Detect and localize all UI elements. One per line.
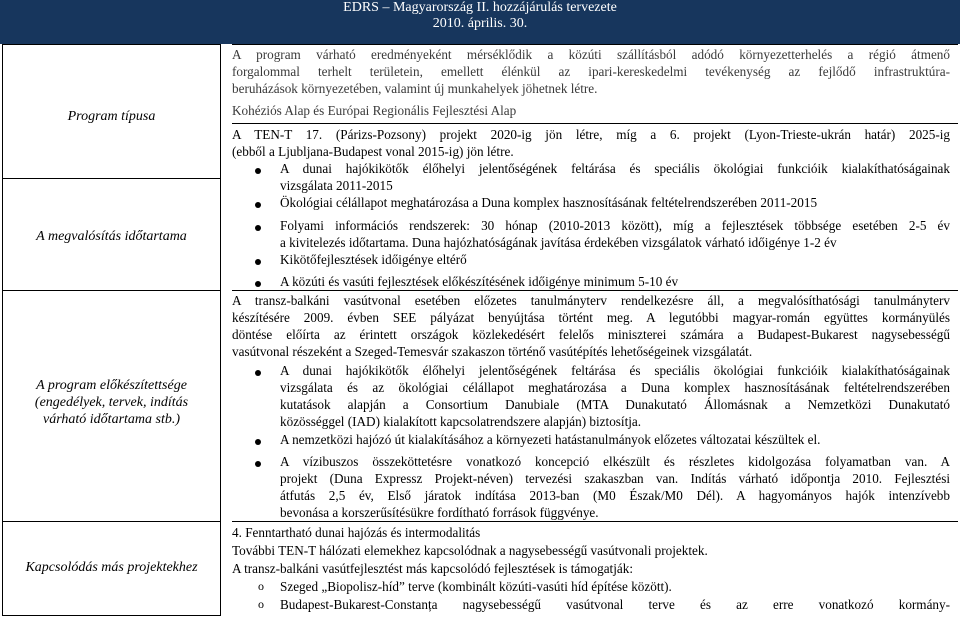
timing-bullet-line: vizsgálata 2011-2015 xyxy=(280,178,393,193)
prep-bullet-line: A vízibuszos összeköttetésre vonatkozó koncepció elkészült és részletes kidolgozása folyamatban van. A xyxy=(280,454,950,469)
timing-bullet-line: A dunai hajókikötők élőhelyi jelentőségének feltárása és speciális ökológiai funkcióik kialakíthatóságainak xyxy=(280,161,950,176)
timing-line: (ebből a Ljubljana-Budapest vonal 2015-ig) jön létre. xyxy=(232,144,514,159)
prep-line: döntése előírta az érintett országok közlekedésért felelős miniszterei számára a Budapest-Bukarest nagysebességű xyxy=(232,327,950,342)
links-bullet-line: Budapest-Bukarest-Constanța nagysebességű vasútvonal terve és az erre vonatkozó kormány- xyxy=(280,597,950,612)
label-preparation-1: A program előkészítettsége xyxy=(36,378,187,393)
label-timing: A megvalósítás időtartama xyxy=(36,229,187,244)
header-title: EDRS – Magyarország II. hozzájárulás tervezete xyxy=(343,0,617,15)
program-type-text: Kohéziós Alap és Európai Regionális Fejlesztési Alap xyxy=(232,103,517,118)
header-date: 2010. április. 30. xyxy=(432,16,528,31)
label-program-type: Program típusa xyxy=(67,109,156,124)
prep-line: készítésére 2009. évben SEE pályázat benyújtása történt meg. A legutóbbi magyar-román együttes kormányülés xyxy=(232,310,950,325)
timing-bullet-line: A közúti és vasúti fejlesztések előkészítésének időigénye minimum 5-10 év xyxy=(280,274,679,289)
circle-bullet-icon: o xyxy=(258,579,264,593)
prep-bullet-line: közösséggel (IAD) kialakított kapcsolatrendszere alapján) biztosítja. xyxy=(280,414,642,429)
circle-bullet-icon: o xyxy=(258,597,264,611)
prep-bullet-line: átfutás 2,5 év, Első járatok indítása 2013-ban (M0 Észak/M0 Dél). A hagyományos hajók intenzívebb xyxy=(280,488,950,503)
divider xyxy=(232,290,958,291)
prep-line: vasútvonal részeként a Szeged-Temesvár szakaszon történő vasútépítés lehetőségeinek vizsgálatát. xyxy=(232,344,753,359)
links-bullet-line: Szeged „Biopolisz-híd” terve (kombinált közúti-vasúti híd építése között). xyxy=(280,579,672,594)
prep-line: A transz-balkáni vasútvonal esetében előzetes tanulmányterv rendelkezésre áll, a megvalósíthatósági tanulmányterv xyxy=(232,293,950,308)
timing-line: A TEN-T 17. (Párizs-Pozsony) projekt 2020-ig jön létre, míg a 6. projekt (Lyon-Trieste-ukrán határ) 2025-ig xyxy=(232,127,950,142)
divider xyxy=(232,521,958,522)
divider xyxy=(3,178,220,179)
timing-bullet-line: Ökológiai célállapot meghatározása a Duna komplex hasznosításának feltételrendszerében 2011-2015 xyxy=(280,195,818,210)
bullet-icon xyxy=(255,439,261,445)
bullet-icon xyxy=(255,202,261,208)
label-column xyxy=(2,44,221,616)
bullet-icon xyxy=(255,225,261,231)
links-line: 4. Fenntartható dunai hajózás és intermodalitás xyxy=(232,525,481,540)
result-line: forgalommal terhelt területein, emellett élénkül az ipari-kereskedelmi tevékenység az fejlődő infrastruktúra- xyxy=(232,64,950,79)
document-header xyxy=(0,0,960,44)
timing-bullet-line: a kivitelezés időtartama. Duna hajózhatóságának javítása érdekében vizsgálatok várható időigénye 1-2 év xyxy=(280,235,837,250)
content-column xyxy=(232,44,958,617)
bullet-icon xyxy=(255,168,261,174)
divider xyxy=(3,290,220,291)
links-line: További TEN-T hálózati elemekhez kapcsolódnak a nagysebességű vasútvonali projektek. xyxy=(232,543,708,558)
prep-bullet-line: projekt (Duna Expressz Projekt-néven) tervezési szakaszban van. Indítás várható időpontja 2010. Fejlesztési xyxy=(280,471,950,486)
bullet-icon xyxy=(255,461,261,467)
prep-bullet-line: A dunai hajókikötők élőhelyi jelentőségének feltárása és speciális ökológiai funkcióik kialakíthatóságainak xyxy=(280,363,950,378)
prep-bullet-line: kutatások alapján a Consortium Danubiale (MTA Dunakutató Állomásnak a Nemzetközi Dunakutató xyxy=(280,397,950,412)
bullet-icon xyxy=(255,259,261,265)
divider xyxy=(232,123,958,124)
timing-bullet-line: Kikötőfejlesztések időigénye eltérő xyxy=(280,252,467,267)
prep-bullet-line: bevonása a korszerűsítésükre fordítható források függvénye. xyxy=(280,505,599,520)
divider xyxy=(3,521,220,522)
prep-bullet-line: vizsgálata és az ökológiai célállapot meghatározása a Duna komplex hasznosításának feltételrendszerében xyxy=(280,380,950,395)
bullet-icon xyxy=(255,281,261,287)
links-line: A transz-balkáni vasútfejlesztést más kapcsolódó fejlesztések is támogatják: xyxy=(232,561,633,576)
bullet-icon xyxy=(255,370,261,376)
label-preparation-2: (engedélyek, tervek, indítás xyxy=(34,395,189,410)
result-line: A program várható eredményeként mérséklődik a közúti szállításból adódó környezetterhelés a régió átmenő xyxy=(232,47,950,62)
timing-bullet-line: Folyami információs rendszerek: 30 hónap (2010-2013 között), míg a fejlesztések többsége esetében 2-5 év xyxy=(280,218,950,233)
label-links: Kapcsolódás más projektekhez xyxy=(25,560,198,575)
label-preparation-3: várható időtartama stb.) xyxy=(42,412,181,427)
prep-bullet-line: A nemzetközi hajózó út kialakításához a környezeti hatástanulmányok előzetes változatai készültek el. xyxy=(280,432,821,447)
result-line: beruházások környezetében, valamint új munkahelyek jöhetnek létre. xyxy=(232,81,598,96)
